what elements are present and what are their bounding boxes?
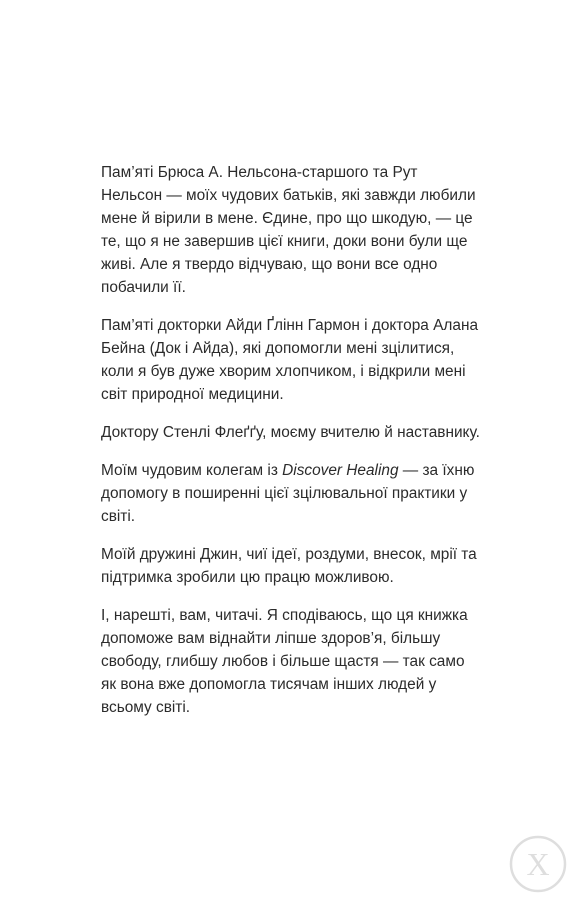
x-circle-watermark-icon [508, 834, 568, 894]
colleagues-text-end: — за їхню допомогу в поширенні цієї зцілювальної практики у світі. [101, 462, 475, 525]
dedication-text [101, 161, 481, 734]
dedication-paragraph-parents: Пам’яті Брюса А. Нельсона-старшого та Рут Нельсон — моїх чудових батьків, які завжди любили мене й вірили в мене. Єдине, про що шкодую, — це те, що я не завершив цієї книги, доки вони були ще живі. Але я твердо відчуваю, що вони все одно побачили її. [101, 164, 476, 296]
dedication-paragraph-colleagues [101, 459, 481, 528]
dedication-paragraph-readers: І, нарешті, вам, читачі. Я сподіваюсь, що ця книжка допоможе вам віднайти ліпше здоров’я, більшу свободу, глибшу любов і більше щастя — так само як вона вже допомогла тисячам інших людей у всьому світі. [101, 607, 468, 716]
colleagues-text-start: Моїм чудовим колегам із [101, 462, 283, 479]
dedication-paragraph-wife: Моїй дружині Джин, чиї ідеї, роздуми, внесок, мрії та підтримка зробили цю працю можливою. [101, 546, 477, 586]
discover-healing-title: Discover Healing [282, 462, 399, 479]
dedication-paragraph-teacher: Доктору Стенлі Флеґґу, моєму вчителю й наставнику. [101, 424, 480, 441]
dedication-paragraph-doctors: Пам’яті докторки Айди Ґлінн Гармон і доктора Алана Бейна (Док і Айда), які допомогли мені зцілитися, коли я був дуже хворим хлопчиком, і відкрили мені світ природної медицини. [101, 317, 479, 403]
watermark-letter: X [526, 846, 550, 882]
